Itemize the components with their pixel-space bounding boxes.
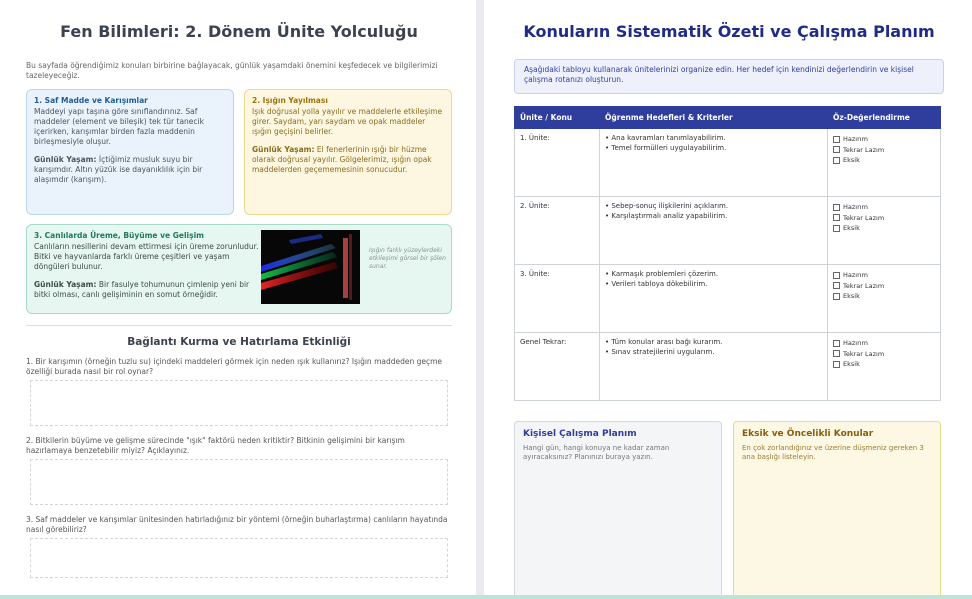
assessment-cell: [828, 265, 941, 333]
goal-item: • Sınav stratejilerini uygularım.: [605, 347, 715, 356]
topic-body: Işık doğrusal yolla yayılır ve maddelerle etkileşime girer. Saydam, yarı saydam ve opak maddeler ışığın geçişini belirler.: [252, 107, 443, 136]
assessment-cell: [828, 333, 941, 401]
instruction-note: Aşağıdaki tabloyu kullanarak ünitelerinizi organize edin. Her hedef için kendinizi değerlendirin ve kişisel çalışma rotanızı oluşturun.: [514, 59, 944, 94]
checkbox-review[interactable]: Tekrar Lazım: [833, 281, 935, 292]
study-plan-box[interactable]: [514, 421, 722, 595]
goal-item: • Karmaşık problemleri çözerim.: [605, 270, 719, 278]
study-plan-title: Kişisel Çalışma Planım: [523, 429, 637, 439]
header-goals: Öğrenme Hedefleri & Kriterler: [600, 107, 828, 129]
question-2: 2. Bitkilerin büyüme ve gelişme sürecinde "ışık" faktörü neden kritiktir? Bitkinin gelişimini bir karışım hazırlamaya benzetebilir miyiz? Açıklayınız.: [26, 436, 405, 455]
daily-life-label: Günlük Yaşam:: [34, 280, 97, 289]
activity-title: Bağlantı Kurma ve Hatırlama Etkinliği: [127, 336, 351, 348]
daily-life-content: El fenerlerinin ışığı bir hüzme olarak doğrusal yayılır. Gölgelerimiz, ışığın opak maddelerden geçememesinin sonucudur.: [252, 145, 432, 174]
daily-life-content: Bir fasulye tohumunun çimlenip yeni bir bitki olması, canlı gelişiminin en somut örneğidir.: [34, 280, 250, 299]
checkbox-ready[interactable]: Hazırım: [833, 134, 935, 145]
question-1: 1. Bir karışımın (örneğin tuzlu su) içindeki maddeleri görmek için neden ışık kullanırız? Işığın maddeden geçme özelliği burada nasıl bir rol oynar?: [26, 357, 443, 376]
checkbox-missing[interactable]: Eksik: [833, 359, 935, 370]
goals-cell: [600, 265, 828, 333]
topic-title: 2. Işığın Yayılması: [252, 96, 328, 105]
checkbox-missing[interactable]: Eksik: [833, 223, 935, 234]
checkbox-ready[interactable]: Hazırım: [833, 270, 935, 281]
goal-item: • Sebep-sonuç ilişkilerini açıklarım.: [605, 202, 729, 210]
table-row: [515, 129, 941, 197]
topic-row: [26, 89, 452, 215]
photo-caption: Işığın farklı yüzeylerdeki etkileşimi görsel bir şölen sunar.: [369, 247, 446, 270]
topic-body: Canlıların nesillerini devam ettirmesi için üreme zorunludur. Bitki ve hayvanlarda farklı üreme çeşitleri ve yaşam döngüleri bulunur.: [34, 242, 259, 271]
unit-cell: 1. Ünite:: [515, 129, 600, 197]
study-plan-desc: Hangi gün, hangi konuya ne kadar zaman ayıracaksınız? Planınızı buraya yazın.: [523, 444, 670, 461]
answer-box-3[interactable]: [30, 538, 448, 578]
checkbox-review[interactable]: Tekrar Lazım: [833, 213, 935, 224]
priority-topics-desc: En çok zorlandığınız ve üzerine düşmeniz gereken 3 ana başlığı listeleyin.: [742, 444, 924, 461]
priority-topics-title: Eksik ve Öncelikli Konular: [742, 429, 874, 439]
planning-boxes: [514, 421, 944, 595]
goal-item: • Verileri tabloya dökebilirim.: [605, 279, 708, 288]
unit-cell: 3. Ünite:: [515, 265, 600, 333]
answer-box-1[interactable]: [30, 380, 448, 426]
bottom-strip: [0, 595, 972, 599]
topic-body: Maddeyi yapı taşına göre sınıflandırınız. Saf maddeler (element ve bileşik) tek tür tanecik içerirken, karışımlar birden fazla maddenin birleşmesiyle oluşur.: [34, 107, 204, 146]
assessment-cell: [828, 197, 941, 265]
question-3: 3. Saf maddeler ve karışımlar ünitesinden hatırladığınız bir yöntemi (örneğin buharlaştırma) canlıların hayatında nasıl görebiliriz?: [26, 515, 448, 534]
daily-life-label: Günlük Yaşam:: [252, 145, 315, 154]
goals-cell: [600, 129, 828, 197]
goals-cell: [600, 197, 828, 265]
table-row: [515, 333, 941, 401]
goal-item: • Temel formülleri uygulayabilirim.: [605, 143, 727, 152]
checkbox-review[interactable]: Tekrar Lazım: [833, 349, 935, 360]
unit-cell: Genel Tekrar:: [515, 333, 600, 401]
answer-box-2[interactable]: [30, 459, 448, 505]
section-divider: [26, 325, 452, 326]
light-prism-photo: [261, 230, 360, 304]
checkbox-missing[interactable]: Eksik: [833, 291, 935, 302]
checkbox-ready[interactable]: Hazırım: [833, 202, 935, 213]
table-header-row: [515, 107, 941, 129]
daily-life-text: [252, 145, 444, 175]
header-self-assessment: Öz-Değerlendirme: [828, 107, 941, 129]
topic-title: 3. Canlılarda Üreme, Büyüme ve Gelişim: [34, 231, 204, 240]
topic-box-pure-substances: [26, 89, 234, 215]
checkbox-missing[interactable]: Eksik: [833, 155, 935, 166]
checkbox-ready[interactable]: Hazırım: [833, 338, 935, 349]
summary-table: [514, 106, 941, 401]
assessment-cell: [828, 129, 941, 197]
topic-title: 1. Saf Madde ve Karışımlar: [34, 96, 148, 105]
table-row: [515, 197, 941, 265]
topic-box-light: [244, 89, 452, 215]
intro-text: Bu sayfada öğrendiğimiz konuları birbirine bağlayacak, günlük yaşamdaki önemini keşfedecek ve bilgilerimizi tazeleyeceğiz.: [26, 61, 438, 80]
right-page-title: Konuların Sistematik Özeti ve Çalışma Planım: [523, 22, 935, 41]
priority-topics-box[interactable]: [733, 421, 941, 595]
left-page: [0, 0, 476, 595]
goal-item: • Ana kavramları tanımlayabilirim.: [605, 134, 726, 142]
left-page-title: Fen Bilimleri: 2. Dönem Ünite Yolculuğu: [60, 22, 418, 41]
right-page: [484, 0, 972, 595]
daily-life-label: Günlük Yaşam:: [34, 155, 97, 164]
topic-box-living-things: [26, 224, 452, 314]
unit-cell: 2. Ünite:: [515, 197, 600, 265]
checkbox-review[interactable]: Tekrar Lazım: [833, 145, 935, 156]
daily-life-text: [34, 280, 262, 300]
header-unit: Ünite / Konu: [515, 107, 600, 129]
goal-item: • Tüm konular arası bağı kurarım.: [605, 338, 723, 346]
goal-item: • Karşılaştırmalı analiz yapabilirim.: [605, 211, 728, 220]
table-row: [515, 265, 941, 333]
goals-cell: [600, 333, 828, 401]
daily-life-content: İçtiğimiz musluk suyu bir karışımdır. Altın yüzük ise dayanıklılık için bir alaşımdır (karışım).: [34, 155, 203, 184]
daily-life-text: [34, 155, 226, 185]
